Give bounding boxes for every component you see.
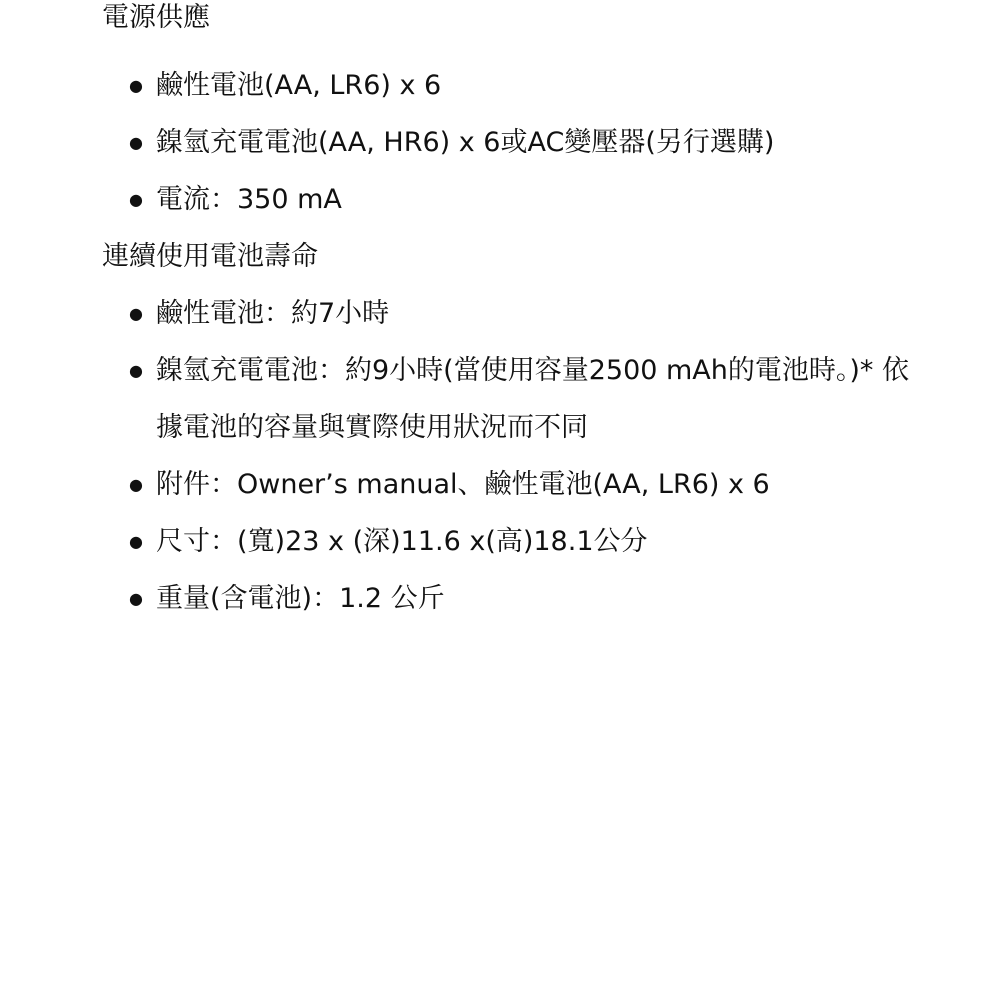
list-item <box>129 342 916 456</box>
section-heading-battery-life: 連續使用電池壽命 <box>102 241 318 272</box>
bullet-icon: ● <box>129 475 143 494</box>
list-item <box>129 456 916 513</box>
bullet-icon: ● <box>129 76 143 95</box>
list-item <box>129 513 916 570</box>
list-item <box>129 114 916 171</box>
list-item-text: 鹼性電池(AA, LR6) x 6 <box>156 70 442 101</box>
list-item-text: 鎳氫充電電池(AA, HR6) x 6或AC變壓器(另行選購) <box>156 127 775 158</box>
battery-life-list <box>102 285 1000 627</box>
list-item-text: 重量(含電池)：1.2 公斤 <box>156 583 445 614</box>
list-item-text: 電流：350 mA <box>156 184 342 215</box>
list-item <box>129 57 916 114</box>
list-item <box>129 171 916 228</box>
bullet-icon: ● <box>129 589 143 608</box>
bullet-icon: ● <box>129 133 143 152</box>
bullet-icon: ● <box>129 304 143 323</box>
list-item-text: 鹼性電池：約7小時 <box>156 298 390 329</box>
bullet-icon: ● <box>129 361 143 380</box>
list-item <box>129 570 916 627</box>
list-item-text: 尺寸：(寬)23 x (深)11.6 x(高)18.1公分 <box>156 526 648 557</box>
power-supply-list <box>102 57 1000 228</box>
list-item <box>129 285 916 342</box>
section-heading-power-supply: 電源供應 <box>102 2 210 33</box>
list-item-text: 附件：Owner’s manual、鹼性電池(AA, LR6) x 6 <box>156 469 770 500</box>
list-item-text: 鎳氫充電電池：約9小時(當使用容量2500 mAh的電池時。)* 依據電池的容量與實際使用狀況而不同 <box>156 355 910 443</box>
bullet-icon: ● <box>129 532 143 551</box>
bullet-icon: ● <box>129 190 143 209</box>
